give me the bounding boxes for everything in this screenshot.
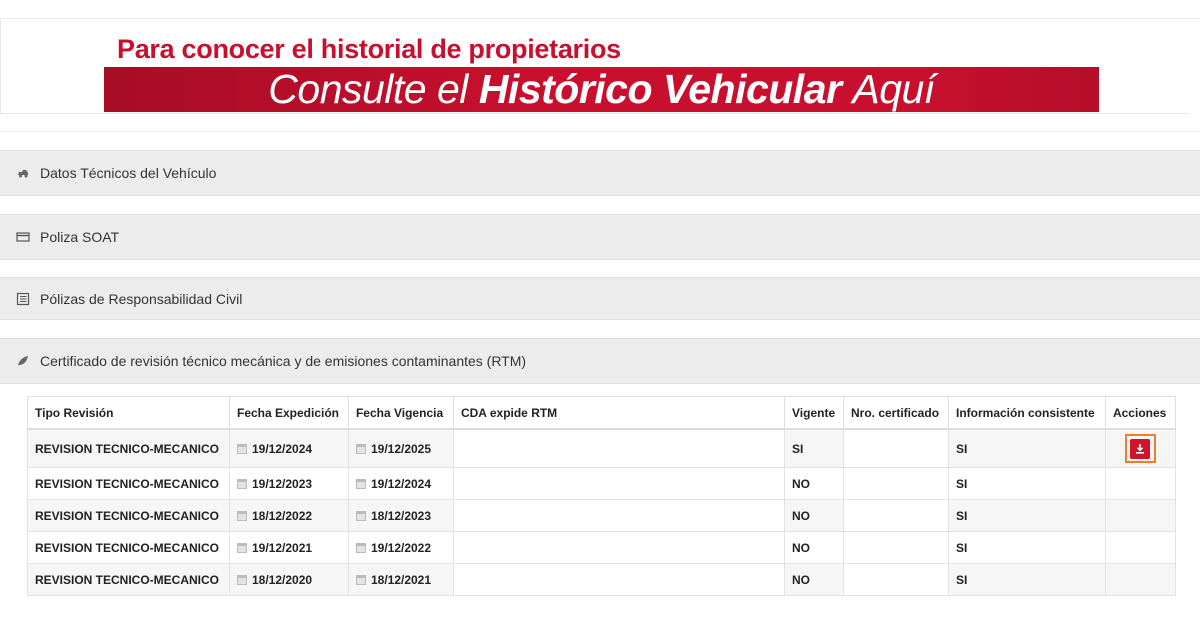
calendar-icon: [356, 575, 366, 585]
fecha-vigencia-cell: [348, 429, 453, 468]
section-label: Certificado de revisión técnico mecánica y de emisiones contaminantes (RTM): [40, 353, 527, 369]
calendar-icon: [237, 444, 247, 454]
fecha-expedicion-value: 19/12/2021: [251, 540, 313, 555]
nro-certificado-cell: [844, 500, 949, 532]
nro-certificado-cell: [844, 468, 949, 500]
fecha-vigencia-cell: [348, 468, 453, 500]
section-label: Datos Técnicos del Vehículo: [40, 165, 217, 181]
column-header: Vigente: [785, 397, 844, 430]
informacion-consistente-cell: SI: [948, 468, 1105, 500]
column-header: Información consistente: [948, 397, 1105, 430]
informacion-consistente-cell: SI: [948, 564, 1105, 596]
column-header: Tipo Revisión: [28, 397, 230, 430]
acciones-cell: [1105, 564, 1175, 596]
cda-cell: [453, 500, 784, 532]
informacion-consistente-cell: SI: [948, 500, 1105, 532]
top-divider: [0, 18, 1200, 19]
fecha-expedicion-cell: [229, 532, 348, 564]
column-header: Nro. certificado: [844, 397, 949, 430]
acciones-cell: [1105, 429, 1175, 468]
cda-cell: [453, 564, 784, 596]
tipo-revision-cell: REVISION TECNICO-MECANICO: [28, 429, 230, 468]
banner-strip-bold: Histórico Vehicular: [478, 66, 842, 112]
calendar-icon: [237, 511, 247, 521]
fecha-expedicion-value: 19/12/2023: [251, 476, 313, 491]
section-label: Poliza SOAT: [40, 229, 120, 245]
acciones-cell: [1105, 532, 1175, 564]
fecha-vigencia-cell: [348, 564, 453, 596]
fecha-vigencia-value: 19/12/2024: [370, 476, 432, 491]
column-header: Acciones: [1105, 397, 1175, 430]
calendar-icon: [356, 479, 366, 489]
informacion-consistente-cell: SI: [948, 532, 1105, 564]
calendar-icon: [356, 543, 366, 553]
section-rtm[interactable]: [0, 338, 1200, 384]
vigente-cell: NO: [785, 532, 844, 564]
column-header: Fecha Expedición: [229, 397, 348, 430]
banner-headline: Para conocer el historial de propietarios: [117, 34, 621, 64]
calendar-icon: [237, 543, 247, 553]
vigente-cell: SI: [785, 429, 844, 468]
fecha-expedicion-value: 18/12/2020: [251, 572, 313, 587]
calendar-icon: [237, 575, 247, 585]
acciones-cell: [1105, 500, 1175, 532]
table-row: [28, 532, 1176, 564]
fecha-expedicion-value: 18/12/2022: [251, 508, 313, 523]
fecha-vigencia-cell: [348, 500, 453, 532]
credit-card-icon: [16, 230, 30, 244]
fecha-vigencia-value: 18/12/2021: [370, 572, 432, 587]
fecha-vigencia-value: 18/12/2023: [370, 508, 432, 523]
nro-certificado-cell: [844, 564, 949, 596]
nro-certificado-cell: [844, 532, 949, 564]
table-row: [28, 500, 1176, 532]
table-row: [28, 564, 1176, 596]
section-responsabilidad-civil[interactable]: [0, 277, 1200, 320]
table-row: [28, 468, 1176, 500]
tipo-revision-cell: REVISION TECNICO-MECANICO: [28, 564, 230, 596]
car-icon: [16, 166, 30, 180]
tipo-revision-cell: REVISION TECNICO-MECANICO: [28, 468, 230, 500]
section-label: Pólizas de Responsabilidad Civil: [40, 290, 243, 307]
vigente-cell: NO: [785, 564, 844, 596]
fecha-expedicion-cell: [229, 500, 348, 532]
fecha-expedicion-value: 19/12/2024: [251, 441, 313, 456]
cda-cell: [453, 468, 784, 500]
list-icon: [16, 292, 30, 306]
nro-certificado-cell: [844, 429, 949, 468]
historico-vehicular-banner-link[interactable]: [104, 67, 1099, 112]
download-highlight: [1125, 434, 1156, 463]
banner-divider: [0, 131, 1200, 132]
banner-strip-prefix: Consulte el: [268, 66, 468, 112]
download-icon: [1134, 443, 1146, 455]
section-datos-tecnicos[interactable]: [0, 150, 1200, 196]
tipo-revision-cell: REVISION TECNICO-MECANICO: [28, 532, 230, 564]
column-header: Fecha Vigencia: [348, 397, 453, 430]
calendar-icon: [237, 479, 247, 489]
calendar-icon: [356, 444, 366, 454]
tipo-revision-cell: REVISION TECNICO-MECANICO: [28, 500, 230, 532]
column-header: CDA expide RTM: [453, 397, 784, 430]
vigente-cell: NO: [785, 468, 844, 500]
rtm-table: [27, 396, 1176, 596]
fecha-expedicion-cell: [229, 468, 348, 500]
download-button[interactable]: [1130, 439, 1150, 459]
table-header-row: [28, 397, 1176, 430]
calendar-icon: [356, 511, 366, 521]
vigente-cell: NO: [785, 500, 844, 532]
leaf-icon: [16, 354, 30, 368]
acciones-cell: [1105, 468, 1175, 500]
fecha-vigencia-value: 19/12/2022: [370, 540, 432, 555]
cda-cell: [453, 429, 784, 468]
fecha-vigencia-value: 19/12/2025: [370, 441, 432, 456]
fecha-expedicion-cell: [229, 564, 348, 596]
cda-cell: [453, 532, 784, 564]
banner-strip-suffix: Aquí: [852, 66, 935, 112]
informacion-consistente-cell: SI: [948, 429, 1105, 468]
table-row: [28, 429, 1176, 468]
fecha-vigencia-cell: [348, 532, 453, 564]
section-poliza-soat[interactable]: [0, 214, 1200, 260]
fecha-expedicion-cell: [229, 429, 348, 468]
